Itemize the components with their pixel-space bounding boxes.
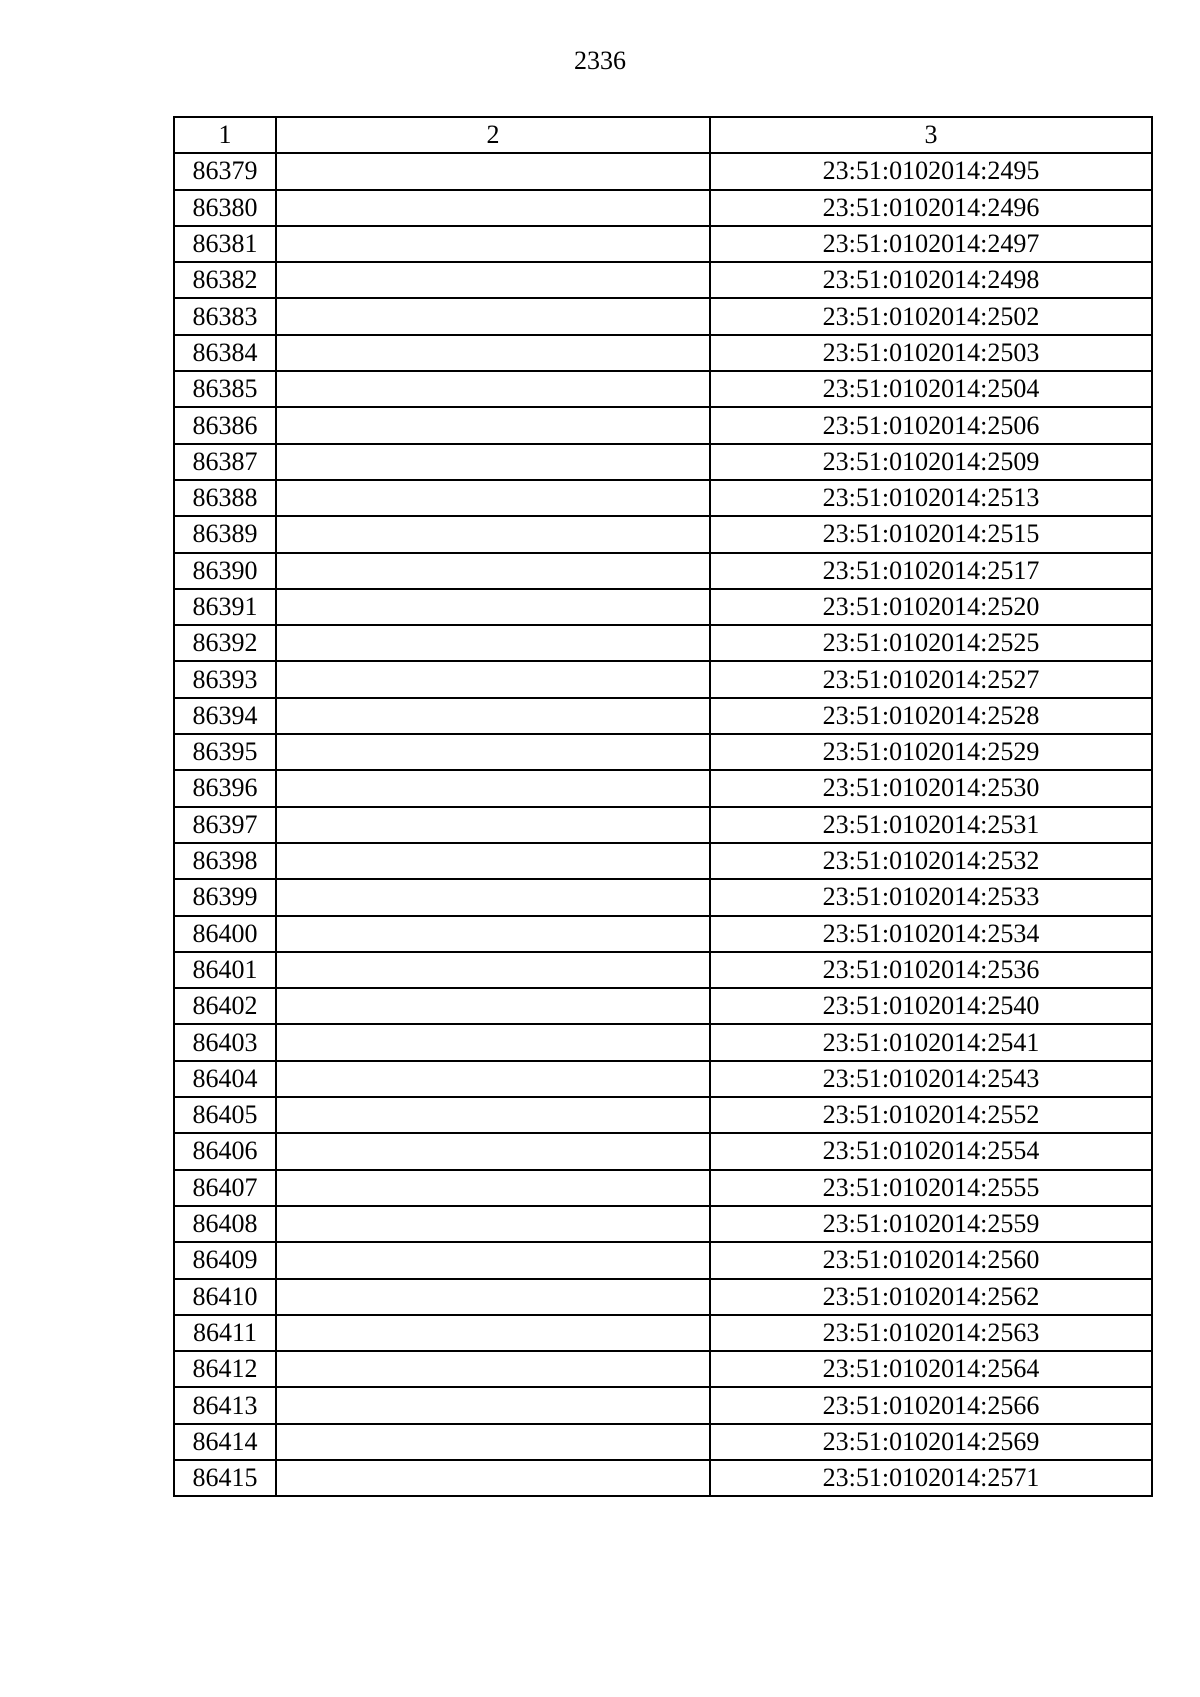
row-empty-cell (276, 589, 710, 625)
cadastral-number-cell: 23:51:0102014:2506 (710, 407, 1152, 443)
cadastral-number-cell: 23:51:0102014:2541 (710, 1024, 1152, 1060)
row-empty-cell (276, 1460, 710, 1496)
row-empty-cell (276, 1170, 710, 1206)
table-row (174, 734, 1152, 770)
cadastral-number-cell: 23:51:0102014:2496 (710, 190, 1152, 226)
column-header-2: 2 (276, 117, 710, 153)
row-empty-cell (276, 1206, 710, 1242)
row-empty-cell (276, 480, 710, 516)
table-row (174, 952, 1152, 988)
table-row (174, 335, 1152, 371)
row-number-cell: 86389 (174, 516, 276, 552)
row-number-cell: 86407 (174, 1170, 276, 1206)
row-empty-cell (276, 1279, 710, 1315)
row-number-cell: 86384 (174, 335, 276, 371)
cadastral-number-cell: 23:51:0102014:2525 (710, 625, 1152, 661)
row-number-cell: 86396 (174, 770, 276, 806)
row-number-cell: 86385 (174, 371, 276, 407)
row-empty-cell (276, 661, 710, 697)
row-number-cell: 86394 (174, 698, 276, 734)
table-header-row (174, 117, 1152, 153)
row-number-cell: 86381 (174, 226, 276, 262)
table-row (174, 1351, 1152, 1387)
cadastral-number-cell: 23:51:0102014:2529 (710, 734, 1152, 770)
page-number: 2336 (574, 46, 626, 75)
row-empty-cell (276, 335, 710, 371)
row-empty-cell (276, 444, 710, 480)
table-row (174, 770, 1152, 806)
row-number-cell: 86405 (174, 1097, 276, 1133)
row-number-cell: 86413 (174, 1387, 276, 1423)
table-row (174, 879, 1152, 915)
cadastral-number-cell: 23:51:0102014:2498 (710, 262, 1152, 298)
row-empty-cell (276, 371, 710, 407)
row-empty-cell (276, 298, 710, 334)
row-number-cell: 86397 (174, 807, 276, 843)
table-row (174, 1424, 1152, 1460)
row-number-cell: 86393 (174, 661, 276, 697)
cadastral-number-cell: 23:51:0102014:2528 (710, 698, 1152, 734)
table-row (174, 407, 1152, 443)
row-number-cell: 86410 (174, 1279, 276, 1315)
table-row (174, 226, 1152, 262)
table-row (174, 843, 1152, 879)
cadastral-number-cell: 23:51:0102014:2515 (710, 516, 1152, 552)
table-row (174, 1024, 1152, 1060)
cadastral-number-cell: 23:51:0102014:2566 (710, 1387, 1152, 1423)
table-row (174, 698, 1152, 734)
row-empty-cell (276, 988, 710, 1024)
row-number-cell: 86404 (174, 1061, 276, 1097)
table-row (174, 153, 1152, 189)
row-empty-cell (276, 1424, 710, 1460)
row-empty-cell (276, 952, 710, 988)
row-empty-cell (276, 734, 710, 770)
table-row (174, 1387, 1152, 1423)
table-row (174, 480, 1152, 516)
row-empty-cell (276, 153, 710, 189)
cadastral-number-cell: 23:51:0102014:2554 (710, 1133, 1152, 1169)
row-empty-cell (276, 262, 710, 298)
cadastral-number-cell: 23:51:0102014:2555 (710, 1170, 1152, 1206)
cadastral-number-cell: 23:51:0102014:2527 (710, 661, 1152, 697)
cadastral-number-cell: 23:51:0102014:2502 (710, 298, 1152, 334)
cadastral-number-cell: 23:51:0102014:2530 (710, 770, 1152, 806)
row-number-cell: 86382 (174, 262, 276, 298)
column-header-3: 3 (710, 117, 1152, 153)
table-row (174, 262, 1152, 298)
row-number-cell: 86402 (174, 988, 276, 1024)
cadastral-number-cell: 23:51:0102014:2520 (710, 589, 1152, 625)
row-empty-cell (276, 1315, 710, 1351)
table-row (174, 553, 1152, 589)
cadastral-number-cell: 23:51:0102014:2540 (710, 988, 1152, 1024)
row-empty-cell (276, 698, 710, 734)
row-empty-cell (276, 1133, 710, 1169)
row-number-cell: 86387 (174, 444, 276, 480)
table-row (174, 1279, 1152, 1315)
row-number-cell: 86403 (174, 1024, 276, 1060)
row-empty-cell (276, 807, 710, 843)
row-number-cell: 86398 (174, 843, 276, 879)
cadastral-number-cell: 23:51:0102014:2503 (710, 335, 1152, 371)
table-row (174, 988, 1152, 1024)
row-empty-cell (276, 407, 710, 443)
cadastral-number-cell: 23:51:0102014:2564 (710, 1351, 1152, 1387)
table-row (174, 807, 1152, 843)
table-row (174, 1206, 1152, 1242)
table-row (174, 1133, 1152, 1169)
cadastral-number-cell: 23:51:0102014:2560 (710, 1242, 1152, 1278)
row-number-cell: 86400 (174, 916, 276, 952)
cadastral-number-cell: 23:51:0102014:2562 (710, 1279, 1152, 1315)
cadastral-number-cell: 23:51:0102014:2513 (710, 480, 1152, 516)
column-header-1: 1 (174, 117, 276, 153)
row-number-cell: 86379 (174, 153, 276, 189)
cadastral-number-cell: 23:51:0102014:2571 (710, 1460, 1152, 1496)
cadastral-number-cell: 23:51:0102014:2559 (710, 1206, 1152, 1242)
table-row (174, 444, 1152, 480)
table-row (174, 190, 1152, 226)
cadastral-number-cell: 23:51:0102014:2517 (710, 553, 1152, 589)
row-empty-cell (276, 1387, 710, 1423)
cadastral-number-cell: 23:51:0102014:2543 (710, 1061, 1152, 1097)
row-empty-cell (276, 843, 710, 879)
row-empty-cell (276, 879, 710, 915)
cadastral-number-cell: 23:51:0102014:2531 (710, 807, 1152, 843)
row-number-cell: 86388 (174, 480, 276, 516)
row-number-cell: 86408 (174, 1206, 276, 1242)
table-row (174, 1061, 1152, 1097)
table-row (174, 1097, 1152, 1133)
row-number-cell: 86395 (174, 734, 276, 770)
table-row (174, 516, 1152, 552)
row-empty-cell (276, 1351, 710, 1387)
row-number-cell: 86383 (174, 298, 276, 334)
row-number-cell: 86409 (174, 1242, 276, 1278)
table-row (174, 371, 1152, 407)
table-row (174, 661, 1152, 697)
row-number-cell: 86390 (174, 553, 276, 589)
row-empty-cell (276, 1097, 710, 1133)
table-row (174, 1242, 1152, 1278)
table-body (174, 153, 1152, 1496)
cadastral-number-cell: 23:51:0102014:2509 (710, 444, 1152, 480)
row-empty-cell (276, 553, 710, 589)
row-empty-cell (276, 916, 710, 952)
table-row (174, 1315, 1152, 1351)
cadastral-number-cell: 23:51:0102014:2534 (710, 916, 1152, 952)
cadastral-number-cell: 23:51:0102014:2504 (710, 371, 1152, 407)
row-empty-cell (276, 625, 710, 661)
register-table (173, 116, 1153, 1497)
row-empty-cell (276, 190, 710, 226)
table-row (174, 1170, 1152, 1206)
cadastral-number-cell: 23:51:0102014:2497 (710, 226, 1152, 262)
row-number-cell: 86380 (174, 190, 276, 226)
row-number-cell: 86401 (174, 952, 276, 988)
table-row (174, 916, 1152, 952)
row-number-cell: 86412 (174, 1351, 276, 1387)
row-empty-cell (276, 1061, 710, 1097)
row-empty-cell (276, 770, 710, 806)
cadastral-number-cell: 23:51:0102014:2536 (710, 952, 1152, 988)
table-row (174, 298, 1152, 334)
cadastral-number-cell: 23:51:0102014:2495 (710, 153, 1152, 189)
cadastral-number-cell: 23:51:0102014:2552 (710, 1097, 1152, 1133)
cadastral-number-cell: 23:51:0102014:2563 (710, 1315, 1152, 1351)
row-number-cell: 86414 (174, 1424, 276, 1460)
row-number-cell: 86386 (174, 407, 276, 443)
row-number-cell: 86411 (174, 1315, 276, 1351)
row-number-cell: 86391 (174, 589, 276, 625)
row-number-cell: 86406 (174, 1133, 276, 1169)
table-row (174, 1460, 1152, 1496)
row-number-cell: 86415 (174, 1460, 276, 1496)
row-empty-cell (276, 516, 710, 552)
row-empty-cell (276, 1242, 710, 1278)
cadastral-number-cell: 23:51:0102014:2532 (710, 843, 1152, 879)
table-row (174, 625, 1152, 661)
row-number-cell: 86392 (174, 625, 276, 661)
row-empty-cell (276, 1024, 710, 1060)
row-number-cell: 86399 (174, 879, 276, 915)
row-empty-cell (276, 226, 710, 262)
table-row (174, 589, 1152, 625)
cadastral-number-cell: 23:51:0102014:2533 (710, 879, 1152, 915)
cadastral-number-cell: 23:51:0102014:2569 (710, 1424, 1152, 1460)
